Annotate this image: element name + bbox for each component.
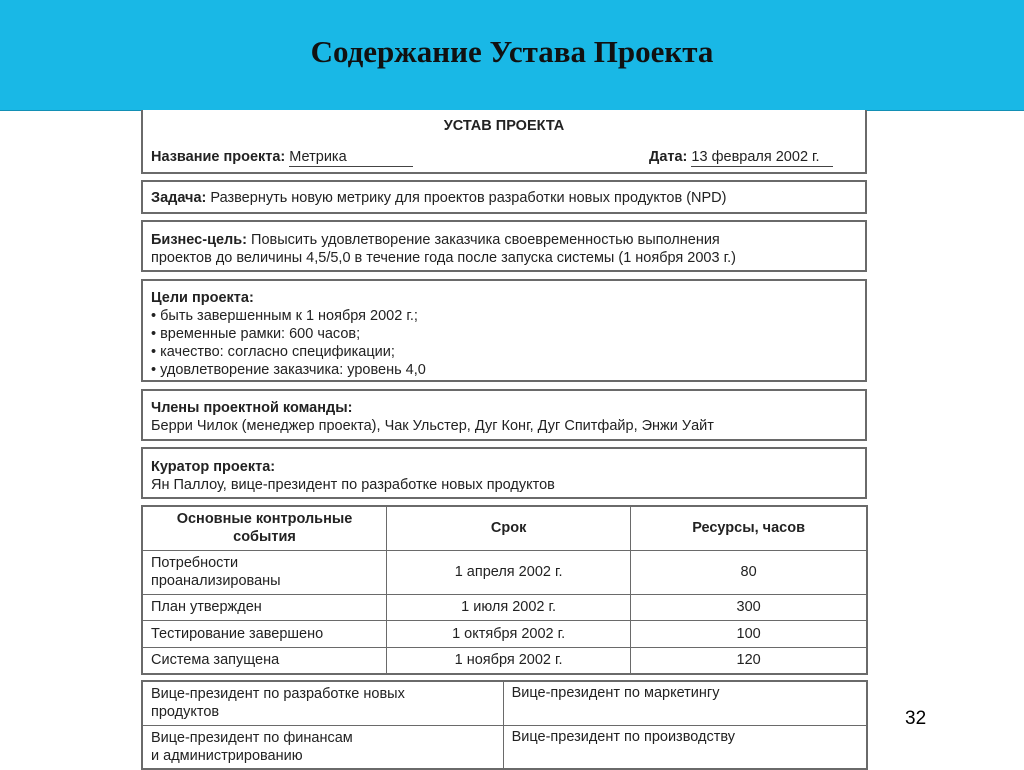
team-value: Берри Чилок (менеджер проекта), Чак Ульстер, Дуг Конг, Дуг Спитфайр, Энжи Уайт — [151, 418, 714, 434]
charter-title: УСТАВ ПРОЕКТА — [443, 118, 565, 134]
sponsor-label: Куратор проекта: — [151, 459, 276, 475]
milestone-event-line2: проанализированы — [151, 573, 281, 589]
goal-item: • быть завершенным к 1 ноября 2002 г.; — [151, 308, 418, 324]
table-row — [142, 647, 867, 674]
milestones-header-hours: Ресурсы, часов — [631, 506, 867, 550]
business-goal-text2: проектов до величины 4,5/5,0 в течение года после запуска системы (1 ноября 2003 г.) — [151, 250, 736, 266]
goals-label: Цели проекта: — [151, 290, 254, 306]
signature-row — [142, 681, 867, 725]
table-row — [142, 550, 867, 594]
slide-title: Содержание Устава Проекта — [310, 34, 714, 69]
signature-vp-finance — [142, 725, 503, 769]
milestone-hours: 300 — [631, 594, 867, 620]
business-goal-line1 — [151, 231, 857, 249]
table-row — [142, 620, 867, 647]
signature-vp-production: Вице-президент по производству — [503, 725, 867, 769]
sponsor-value: Ян Паллоу, вице-президент по разработке новых продуктов — [151, 477, 555, 493]
team-box — [141, 389, 867, 441]
milestone-date: 1 ноября 2002 г. — [387, 647, 631, 674]
table-row — [142, 594, 867, 620]
milestone-event-line1: Потребности — [151, 555, 239, 571]
header-event-line2: события — [233, 529, 296, 546]
milestone-event: Тестирование завершено — [142, 620, 387, 647]
charter-header-box — [141, 110, 867, 174]
team-label: Члены проектной команды: — [151, 400, 353, 416]
goal-item: • качество: согласно спецификации; — [151, 344, 395, 360]
date-label: Дата: — [649, 149, 688, 165]
date-row — [649, 148, 833, 167]
signature-vp-npd-line1: Вице-президент по разработке новых — [151, 686, 405, 702]
milestone-date: 1 июля 2002 г. — [387, 594, 631, 620]
milestones-header-row — [142, 506, 867, 550]
project-goals-box — [141, 279, 867, 382]
business-goal-label: Бизнес-цель: — [151, 232, 247, 248]
business-goal-box — [141, 220, 867, 272]
project-name-value: Метрика — [289, 148, 413, 167]
signature-vp-marketing: Вице-президент по маркетингу — [503, 681, 867, 725]
milestone-hours: 100 — [631, 620, 867, 647]
page-number: 32 — [905, 708, 927, 729]
milestones-table — [141, 505, 868, 675]
milestones-header-event — [142, 506, 387, 550]
task-label: Задача: — [151, 190, 207, 206]
signature-row — [142, 725, 867, 769]
sponsor-box — [141, 447, 867, 499]
goal-item: • удовлетворение заказчика: уровень 4,0 — [151, 362, 426, 378]
signature-vp-finance-line2: и администрированию — [151, 747, 303, 764]
business-goal-text1: Повысить удовлетворение заказчика своевременностью выполнения — [251, 232, 720, 248]
slide-header — [0, 0, 1024, 111]
date-value: 13 февраля 2002 г. — [691, 148, 833, 167]
signature-vp-npd — [142, 681, 503, 725]
milestone-event — [142, 550, 387, 594]
signature-vp-npd-line2: продуктов — [151, 704, 220, 720]
milestone-event: План утвержден — [142, 594, 387, 620]
milestone-date: 1 апреля 2002 г. — [387, 550, 631, 594]
goal-item: • временные рамки: 600 часов; — [151, 326, 361, 342]
milestones-header-date: Срок — [387, 506, 631, 550]
task-value: Развернуть новую метрику для проектов разработки новых продуктов (NPD) — [210, 190, 727, 206]
milestone-event: Система запущена — [142, 647, 387, 674]
project-name-label: Название проекта: — [151, 149, 286, 165]
milestone-hours: 80 — [631, 550, 867, 594]
signatures-table — [141, 680, 868, 770]
project-name-row — [151, 148, 413, 167]
milestone-date: 1 октября 2002 г. — [387, 620, 631, 647]
signature-vp-finance-line1: Вице-президент по финансам — [151, 729, 353, 746]
header-event-line1: Основные контрольные — [176, 511, 353, 528]
milestone-hours: 120 — [631, 647, 867, 674]
task-box — [141, 180, 867, 214]
